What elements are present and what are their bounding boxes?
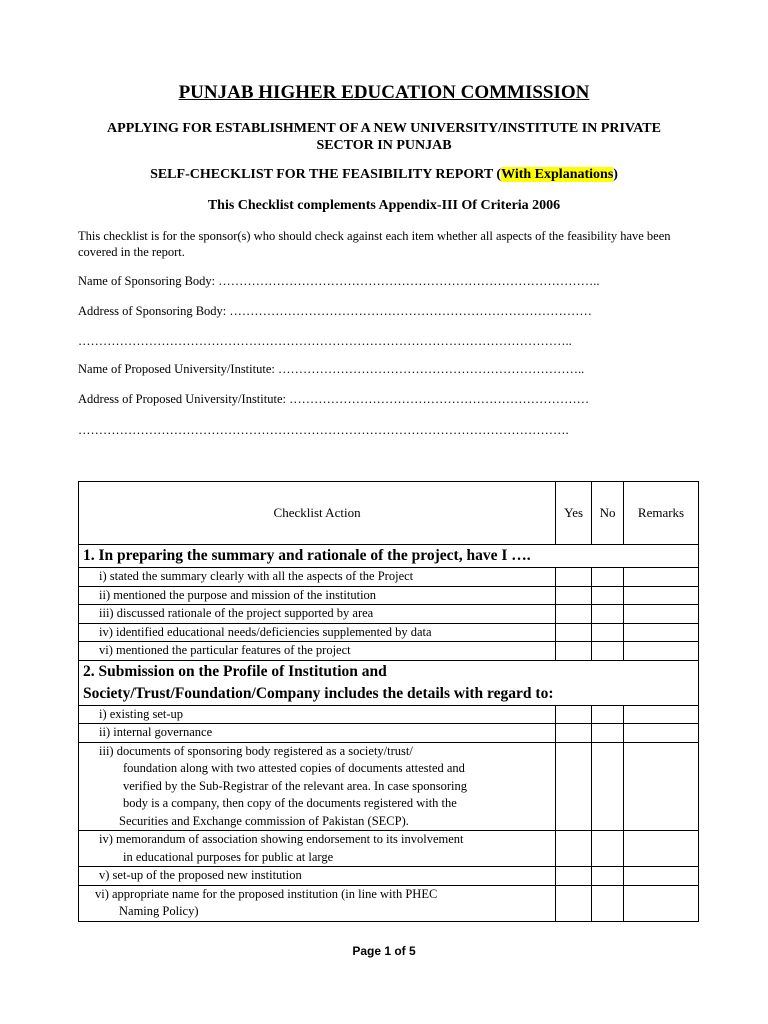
section-2-title-line-1: 2. Submission on the Profile of Institution and (83, 662, 387, 680)
table-row (79, 642, 699, 661)
table-row (79, 742, 699, 831)
section-1-item: vi) mentioned the particular features of the project (79, 642, 556, 661)
remarks-cell[interactable] (624, 642, 699, 661)
item-line: in educational purposes for public at large (123, 849, 334, 864)
table-row (79, 885, 699, 921)
yes-cell[interactable] (556, 623, 592, 642)
section-2-title (79, 660, 699, 705)
remarks-cell[interactable] (624, 867, 699, 886)
remarks-cell[interactable] (624, 605, 699, 624)
header-yes: Yes (556, 482, 592, 545)
page-number: Page 1 of 5 (352, 944, 416, 958)
with-explanations-highlight: With Explanations (501, 167, 614, 182)
no-cell[interactable] (592, 623, 624, 642)
yes-cell[interactable] (556, 642, 592, 661)
section-1-item: i) stated the summary clearly with all the aspects of the Project (79, 568, 556, 587)
table-row (79, 831, 699, 867)
yes-cell[interactable] (556, 568, 592, 587)
no-cell[interactable] (592, 742, 624, 831)
table-row (79, 568, 699, 587)
table-row (79, 605, 699, 624)
yes-cell[interactable] (556, 586, 592, 605)
header-remarks: Remarks (624, 482, 699, 545)
remarks-cell[interactable] (624, 705, 699, 724)
no-cell[interactable] (592, 642, 624, 661)
no-cell[interactable] (592, 831, 624, 867)
section-2-item: ii) internal governance (79, 724, 556, 743)
section-1-row (79, 545, 699, 568)
proposed-institute-address-continuation: ………………………………………………………………………………………………………. (78, 423, 569, 437)
checklist-title (0, 167, 768, 183)
item-line: verified by the Sub-Registrar of the relevant area. In case sponsoring (123, 778, 467, 793)
item-line: iv) memorandum of association showing endorsement to its involvement (99, 832, 464, 846)
section-2-title-line-2: Society/Trust/Foundation/Company includes the details with regard to: (83, 684, 554, 702)
sponsoring-body-name-field: Name of Sponsoring Body: ……………………………………………………………………………….. (78, 274, 600, 288)
no-cell[interactable] (592, 568, 624, 587)
sponsoring-body-address-field: Address of Sponsoring Body: …………………………………………………………………………… (78, 304, 592, 318)
complement-note: This Checklist complements Appendix-III Of Criteria 2006 (207, 198, 561, 213)
proposed-institute-name-field: Name of Proposed University/Institute: ……………………………………………………………….. (78, 362, 585, 376)
yes-cell[interactable] (556, 705, 592, 724)
checklist-title-suffix: ) (613, 167, 618, 182)
section-2-item: v) set-up of the proposed new institution (79, 867, 556, 886)
no-cell[interactable] (592, 724, 624, 743)
section-2-item (79, 885, 556, 921)
proposed-institute-address-field: Address of Proposed University/Institute: ……………………………………………………………… (78, 392, 590, 406)
remarks-cell[interactable] (624, 623, 699, 642)
document-subtitle: APPLYING FOR ESTABLISHMENT OF A NEW UNIVERSITY/INSTITUTE IN PRIVATE SECTOR IN PUNJAB (107, 121, 661, 153)
section-1-title: 1. In preparing the summary and rationale of the project, have I …. (79, 545, 699, 568)
sponsoring-body-address-continuation: ……………………………………………………………………………………………………….. (78, 334, 572, 348)
table-row (79, 867, 699, 886)
section-2-item (79, 742, 556, 831)
no-cell[interactable] (592, 885, 624, 921)
section-2-item (79, 831, 556, 867)
intro-paragraph: This checklist is for the sponsor(s) who should check against each item whether all aspects of the feasibility have been covered in the report. (78, 229, 671, 259)
item-line: body is a company, then copy of the documents registered with the (123, 796, 457, 810)
table-row (79, 586, 699, 605)
section-2-item: i) existing set-up (79, 705, 556, 724)
no-cell[interactable] (592, 705, 624, 724)
remarks-cell[interactable] (624, 831, 699, 867)
section-1-item: iv) identified educational needs/deficiencies supplemented by data (79, 623, 556, 642)
remarks-cell[interactable] (624, 586, 699, 605)
table-row (79, 623, 699, 642)
no-cell[interactable] (592, 605, 624, 624)
yes-cell[interactable] (556, 605, 592, 624)
header-no: No (592, 482, 624, 545)
remarks-cell[interactable] (624, 568, 699, 587)
no-cell[interactable] (592, 867, 624, 886)
table-row (79, 724, 699, 743)
section-1-item: ii) mentioned the purpose and mission of the institution (79, 586, 556, 605)
table-row (79, 705, 699, 724)
item-line: Naming Policy) (119, 904, 199, 918)
remarks-cell[interactable] (624, 724, 699, 743)
yes-cell[interactable] (556, 885, 592, 921)
remarks-cell[interactable] (624, 742, 699, 831)
header-checklist-action: Checklist Action (79, 482, 556, 545)
remarks-cell[interactable] (624, 885, 699, 921)
document-title: PUNJAB HIGHER EDUCATION COMMISSION (178, 82, 590, 103)
yes-cell[interactable] (556, 724, 592, 743)
section-1-item: iii) discussed rationale of the project supported by area (79, 605, 556, 624)
yes-cell[interactable] (556, 867, 592, 886)
checklist-title-prefix: SELF-CHECKLIST FOR THE FEASIBILITY REPORT ( (150, 167, 502, 182)
yes-cell[interactable] (556, 742, 592, 831)
no-cell[interactable] (592, 586, 624, 605)
item-line: vi) appropriate name for the proposed institution (in line with PHEC (95, 886, 438, 901)
item-line: Securities and Exchange commission of Pakistan (SECP). (119, 813, 409, 828)
table-header-row (79, 482, 699, 545)
checklist-table (78, 481, 699, 922)
yes-cell[interactable] (556, 831, 592, 867)
section-2-row (79, 660, 699, 705)
item-line: foundation along with two attested copies of documents attested and (123, 761, 465, 775)
item-line: iii) documents of sponsoring body registered as a society/trust/ (99, 743, 413, 758)
